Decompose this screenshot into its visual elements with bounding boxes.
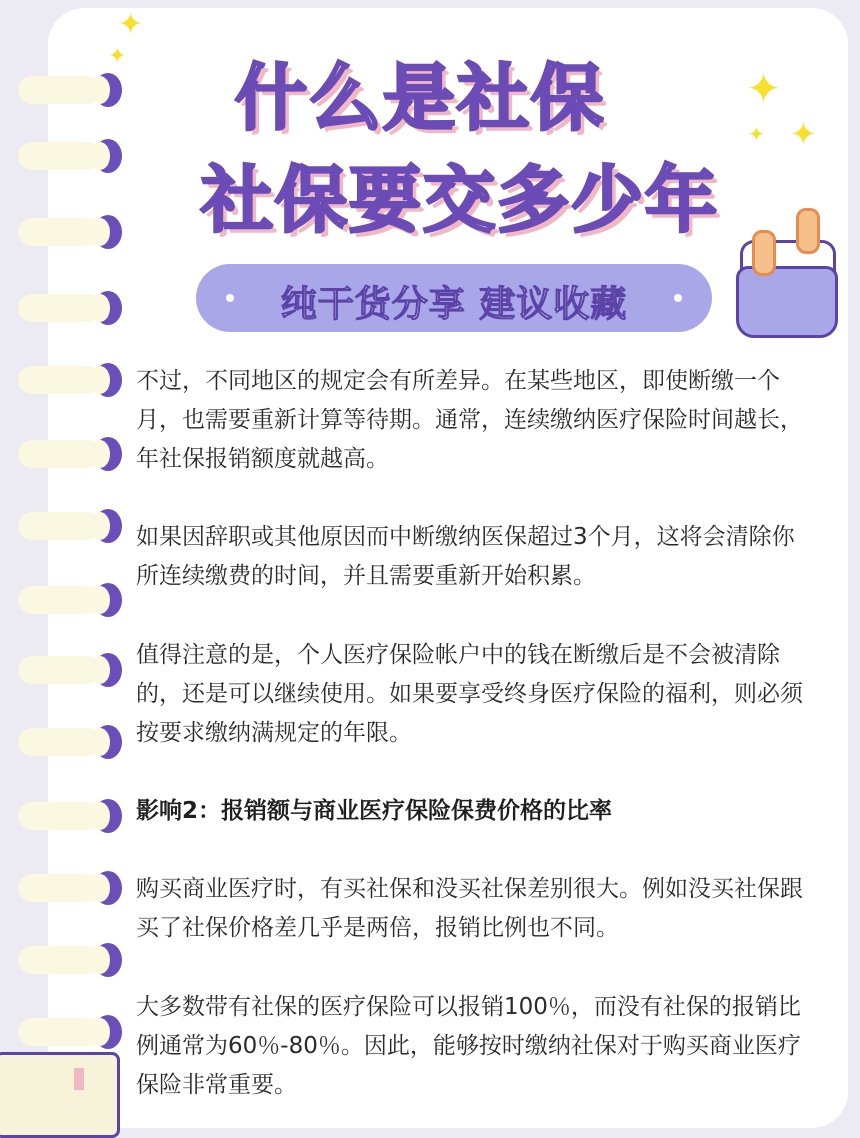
page-title-line-2: 社保要交多少年 xyxy=(200,158,719,242)
spiral-ring-icon xyxy=(18,434,122,474)
sparkle-icon: ✦ xyxy=(108,44,127,69)
sparkle-icon: ✦ xyxy=(118,7,144,42)
spiral-ring-icon xyxy=(18,580,122,620)
sparkle-icon: ✦ xyxy=(746,64,782,113)
spiral-ring-icon xyxy=(18,796,122,836)
spiral-ring-icon xyxy=(18,722,122,762)
book-icon xyxy=(0,1052,120,1138)
spiral-ring-icon xyxy=(18,360,122,400)
sparkle-icon: ✦ xyxy=(748,122,765,146)
spiral-ring-icon xyxy=(18,288,122,328)
spiral-ring-icon xyxy=(18,868,122,908)
spiral-ring-icon xyxy=(18,506,122,546)
spiral-ring-icon xyxy=(18,136,122,176)
earbuds-case xyxy=(736,266,838,338)
paragraph-4: 购买商业医疗时，有买社保和没买社保差别很大。例如没买社保跟买了社保价格差几乎是两倍，报销比例也不同。 xyxy=(136,876,803,941)
sparkle-icon: ✦ xyxy=(790,115,817,153)
page-title-line-1: 什么是社保 xyxy=(234,56,605,140)
paragraph-1: 不过，不同地区的规定会有所差异。在某些地区，即使断缴一个月，也需要重新计算等待期。通常，连续缴纳医疗保险时间越长，年社保报销额度就越高。 xyxy=(136,368,803,472)
spiral-ring-icon xyxy=(18,70,122,110)
spiral-ring-icon xyxy=(18,940,122,980)
bookmark-icon xyxy=(74,1068,84,1090)
spiral-ring-icon xyxy=(18,1012,122,1052)
spiral-ring-icon xyxy=(18,650,122,690)
dot-icon xyxy=(674,294,682,302)
section-heading: 影响2：报销额与商业医疗保险保费价格的比率 xyxy=(136,798,613,824)
tagline-text: 纯干货分享 建议收藏 xyxy=(280,284,628,325)
paragraph-3: 值得注意的是，个人医疗保险帐户中的钱在断缴后是不会被清除的，还是可以继续使用。如果要享受终身医疗保险的福利，则必须按要求缴纳满规定的年限。 xyxy=(136,642,803,746)
spiral-ring-icon xyxy=(18,212,122,252)
paragraph-5: 大多数带有社保的医疗保险可以报销100％，而没有社保的报销比例通常为60％-80％。因此，能够按时缴纳社保对于购买商业医疗保险非常重要。 xyxy=(136,994,801,1098)
paragraph-2: 如果因辞职或其他原因而中断缴纳医保超过3个月，这将会清除你所连续缴费的时间，并且需要重新开始积累。 xyxy=(136,524,795,589)
earbud-right xyxy=(796,208,820,254)
earbud-left xyxy=(752,230,776,276)
tagline-pill xyxy=(196,264,712,332)
